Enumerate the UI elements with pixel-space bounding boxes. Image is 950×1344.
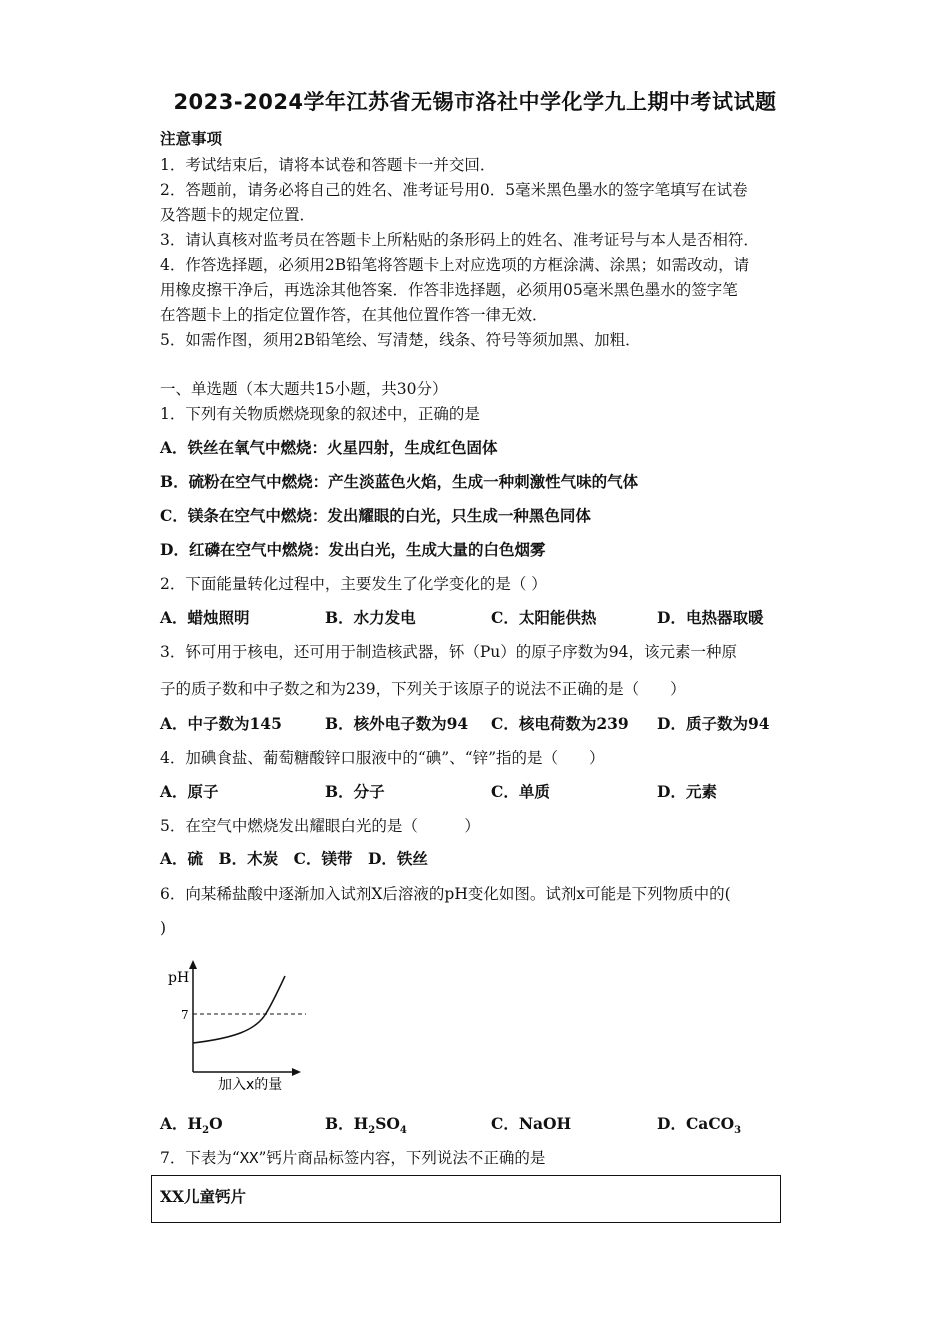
notice-line-5: 4．作答选择题，必须用2B铅笔将答题卡上对应选项的方框涂满、涂黑；如需改动，请	[160, 256, 750, 274]
y-axis-arrow	[189, 960, 197, 969]
x-axis-label: 加入x的量	[218, 1077, 283, 1093]
notice-line-1: 1．考试结束后，请将本试卷和答题卡一并交回．	[160, 156, 496, 174]
y-axis-label: pH	[168, 970, 190, 986]
q4-option-d: D．元素	[657, 782, 717, 801]
q3-stem-line-2: 子的质子数和中子数之和为239，下列关于该原子的说法不正确的是（ ）	[160, 680, 686, 698]
calcium-label-title: XX儿童钙片	[160, 1187, 247, 1206]
x-axis-arrow	[292, 1068, 301, 1076]
q1-stem: 1．下列有关物质燃烧现象的叙述中，正确的是	[160, 405, 480, 423]
q1-option-b: B．硫粉在空气中燃烧：产生淡蓝色火焰，生成一种刺激性气味的气体	[160, 472, 639, 491]
q3-option-c: C．核电荷数为239	[491, 714, 629, 733]
q4-stem: 4．加碘食盐、葡萄糖酸锌口服液中的“碘”、“锌”指的是（ ）	[160, 749, 605, 767]
q5-options: A．硫 B．木炭 C．镁带 D．铁丝	[160, 849, 428, 868]
notice-line-4: 3．请认真核对监考员在答题卡上所粘贴的条形码上的姓名、准考证号与本人是否相符．	[160, 231, 759, 249]
q6-option-d: D．CaCO$_3$	[657, 1114, 742, 1137]
q6-option-b: B．$H_2SO_4$	[325, 1114, 407, 1137]
q2-stem: 2．下面能量转化过程中，主要发生了化学变化的是（ ）	[160, 575, 547, 593]
q1-option-c: C．镁条在空气中燃烧：发出耀眼的白光，只生成一种黑色同体	[160, 506, 591, 525]
ph-7-tick-label: 7	[181, 1008, 189, 1022]
notice-line-3: 及答题卡的规定位置．	[160, 206, 316, 224]
q2-option-b: B．水力发电	[325, 608, 416, 627]
q6-option-c: C．NaOH	[491, 1114, 572, 1133]
q6-stem-line-2: )	[160, 919, 167, 937]
q4-option-a: A．原子	[160, 782, 219, 801]
q7-stem: 7．下表为“XX”钙片商品标签内容，下列说法不正确的是	[160, 1149, 546, 1167]
q6-option-a: A．$H_2O$	[160, 1114, 223, 1137]
q3-stem-line-1: 3．钚可用于核电，还可用于制造核武器，钚（Pu）的原子序数为94，该元素一种原	[160, 643, 737, 661]
q6-stem-line-1: 6．向某稀盐酸中逐渐加入试剂X后溶液的pH变化如图。试剂x可能是下列物质中的(	[160, 885, 731, 903]
notice-heading: 注意事项	[160, 129, 223, 148]
q2-option-c: C．太阳能供热	[491, 608, 597, 627]
q1-option-a: A．铁丝在氧气中燃烧：火星四射，生成红色固体	[160, 438, 498, 457]
notice-line-6: 用橡皮擦干净后，再选涂其他答案．作答非选择题，必须用05毫米黑色墨水的签字笔	[160, 281, 738, 299]
notice-line-8: 5．如需作图，须用2B铅笔绘、写清楚，线条、符号等须加黑、加粗．	[160, 331, 641, 349]
notice-line-2: 2．答题前，请务必将自己的姓名、准考证号用0．5毫米黑色墨水的签字笔填写在试卷	[160, 181, 748, 199]
calcium-label-table	[151, 1175, 781, 1223]
q3-option-a: A．中子数为145	[160, 714, 282, 733]
notice-line-7: 在答题卡上的指定位置作答，在其他位置作答一律无效．	[160, 306, 548, 324]
q4-option-b: B．分子	[325, 782, 385, 801]
q3-option-b: B．核外电子数为94	[325, 714, 469, 733]
q3-option-d: D．质子数为94	[657, 714, 770, 733]
section-heading: 一、单选题（本大题共15小题，共30分）	[160, 380, 448, 398]
ph-graph	[160, 958, 320, 1098]
q1-option-d: D．红磷在空气中燃烧：发出白光，生成大量的白色烟雾	[160, 540, 546, 559]
page-title: 2023-2024学年江苏省无锡市洛社中学化学九上期中考试试题	[173, 90, 777, 114]
q5-stem: 5．在空气中燃烧发出耀眼白光的是（ ）	[160, 817, 480, 835]
ph-curve	[193, 976, 285, 1043]
q2-option-d: D．电热器取暖	[657, 608, 764, 627]
q4-option-c: C．单质	[491, 782, 550, 801]
q2-option-a: A．蜡烛照明	[160, 608, 250, 627]
